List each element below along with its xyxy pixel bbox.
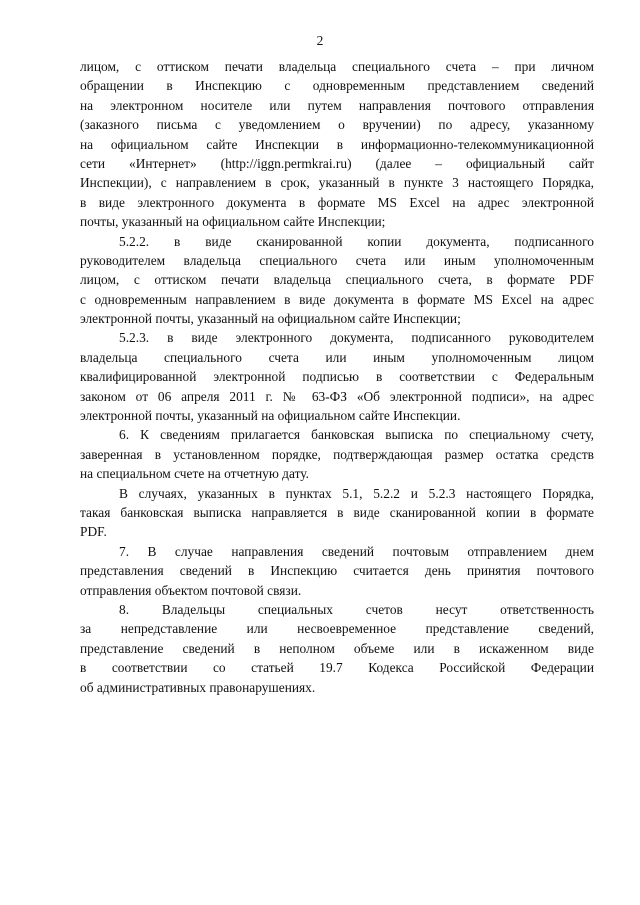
text-line: 6. К сведениям прилагается банковская выписка по специальному счету, xyxy=(119,427,594,443)
text-line: владельца специального счета или иным уполномоченным лицом xyxy=(80,349,594,365)
paragraph-6 xyxy=(80,425,594,483)
paragraph-7 xyxy=(80,542,594,600)
text-line: такая банковская выписка направляется в виде сканированной копии в формате xyxy=(80,504,594,520)
paragraph-6-cases xyxy=(80,484,594,542)
text-line: 5.2.3. в виде электронного документа, подписанного руководителем xyxy=(119,330,594,346)
text-line: квалифицированной электронной подписью в соответствии с Федеральным xyxy=(80,369,594,385)
text-line: на электронном носителе или путем направления почтового отправления xyxy=(80,97,594,113)
text-line: заверенная в установленном порядке, подтверждающая размер остатка средств xyxy=(80,446,594,462)
text-line: с одновременным направлением в виде документа в формате MS Excel на адрес xyxy=(80,291,594,307)
text-line: электронной почты, указанный на официальном сайте Инспекции; xyxy=(80,311,461,327)
paragraph-8 xyxy=(80,600,594,697)
text-line: обращении в Инспекцию с одновременным представлением сведений xyxy=(80,78,594,94)
text-line: (заказного письма с уведомлением о вручении) по адресу, указанному xyxy=(80,117,594,133)
text-line: лицом, с оттиском печати владельца специального счета, в формате PDF xyxy=(80,272,594,288)
text-line: об административных правонарушениях. xyxy=(80,679,316,695)
paragraph-continuation xyxy=(80,57,594,232)
paragraph-5-2-3 xyxy=(80,328,594,425)
text-line: за непредставление или несвоевременное представление сведений, xyxy=(80,621,594,637)
text-line: представления сведений в Инспекцию считается день принятия почтового xyxy=(80,563,594,579)
text-line: почты, указанный на официальном сайте Инспекции; xyxy=(80,214,386,230)
text-line: представление сведений в неполном объеме или в искаженном виде xyxy=(80,640,594,656)
text-line: 8. Владельцы специальных счетов несут ответственность xyxy=(119,601,594,617)
page-number: 2 xyxy=(316,33,324,48)
text-line: PDF. xyxy=(80,524,107,540)
text-line: отправления объектом почтовой связи. xyxy=(80,582,302,598)
text-line: в соответствии со статьей 19.7 Кодекса Российской Федерации xyxy=(80,660,594,676)
text-line: руководителем владельца специального счета или иным уполномоченным xyxy=(80,252,594,268)
text-line: в виде электронного документа в формате MS Excel на адрес электронной xyxy=(80,194,594,210)
text-line: В случаях, указанных в пунктах 5.1, 5.2.2 и 5.2.3 настоящего Порядка, xyxy=(119,485,594,501)
text-line: Инспекции), с направлением в срок, указанный в пункте 3 настоящего Порядка, xyxy=(80,175,594,191)
text-line: законом от 06 апреля 2011 г. № 63-ФЗ «Об электронной подписи», на адрес xyxy=(80,388,594,404)
text-line: на официальном сайте Инспекции в информационно-телекоммуникационной xyxy=(80,136,594,152)
text-line: электронной почты, указанный на официальном сайте Инспекции. xyxy=(80,408,461,424)
paragraph-5-2-2 xyxy=(80,232,594,329)
text-line: лицом, с оттиском печати владельца специального счета – при личном xyxy=(80,59,594,74)
document-body xyxy=(80,57,594,697)
text-line: 7. В случае направления сведений почтовым отправлением днем xyxy=(119,543,594,559)
text-line: сети «Интернет» (http://iggn.permkrai.ru) (далее – официальный сайт xyxy=(80,155,594,171)
text-line: на специальном счете на отчетную дату. xyxy=(80,466,309,482)
text-line: 5.2.2. в виде сканированной копии документа, подписанного xyxy=(119,233,594,249)
